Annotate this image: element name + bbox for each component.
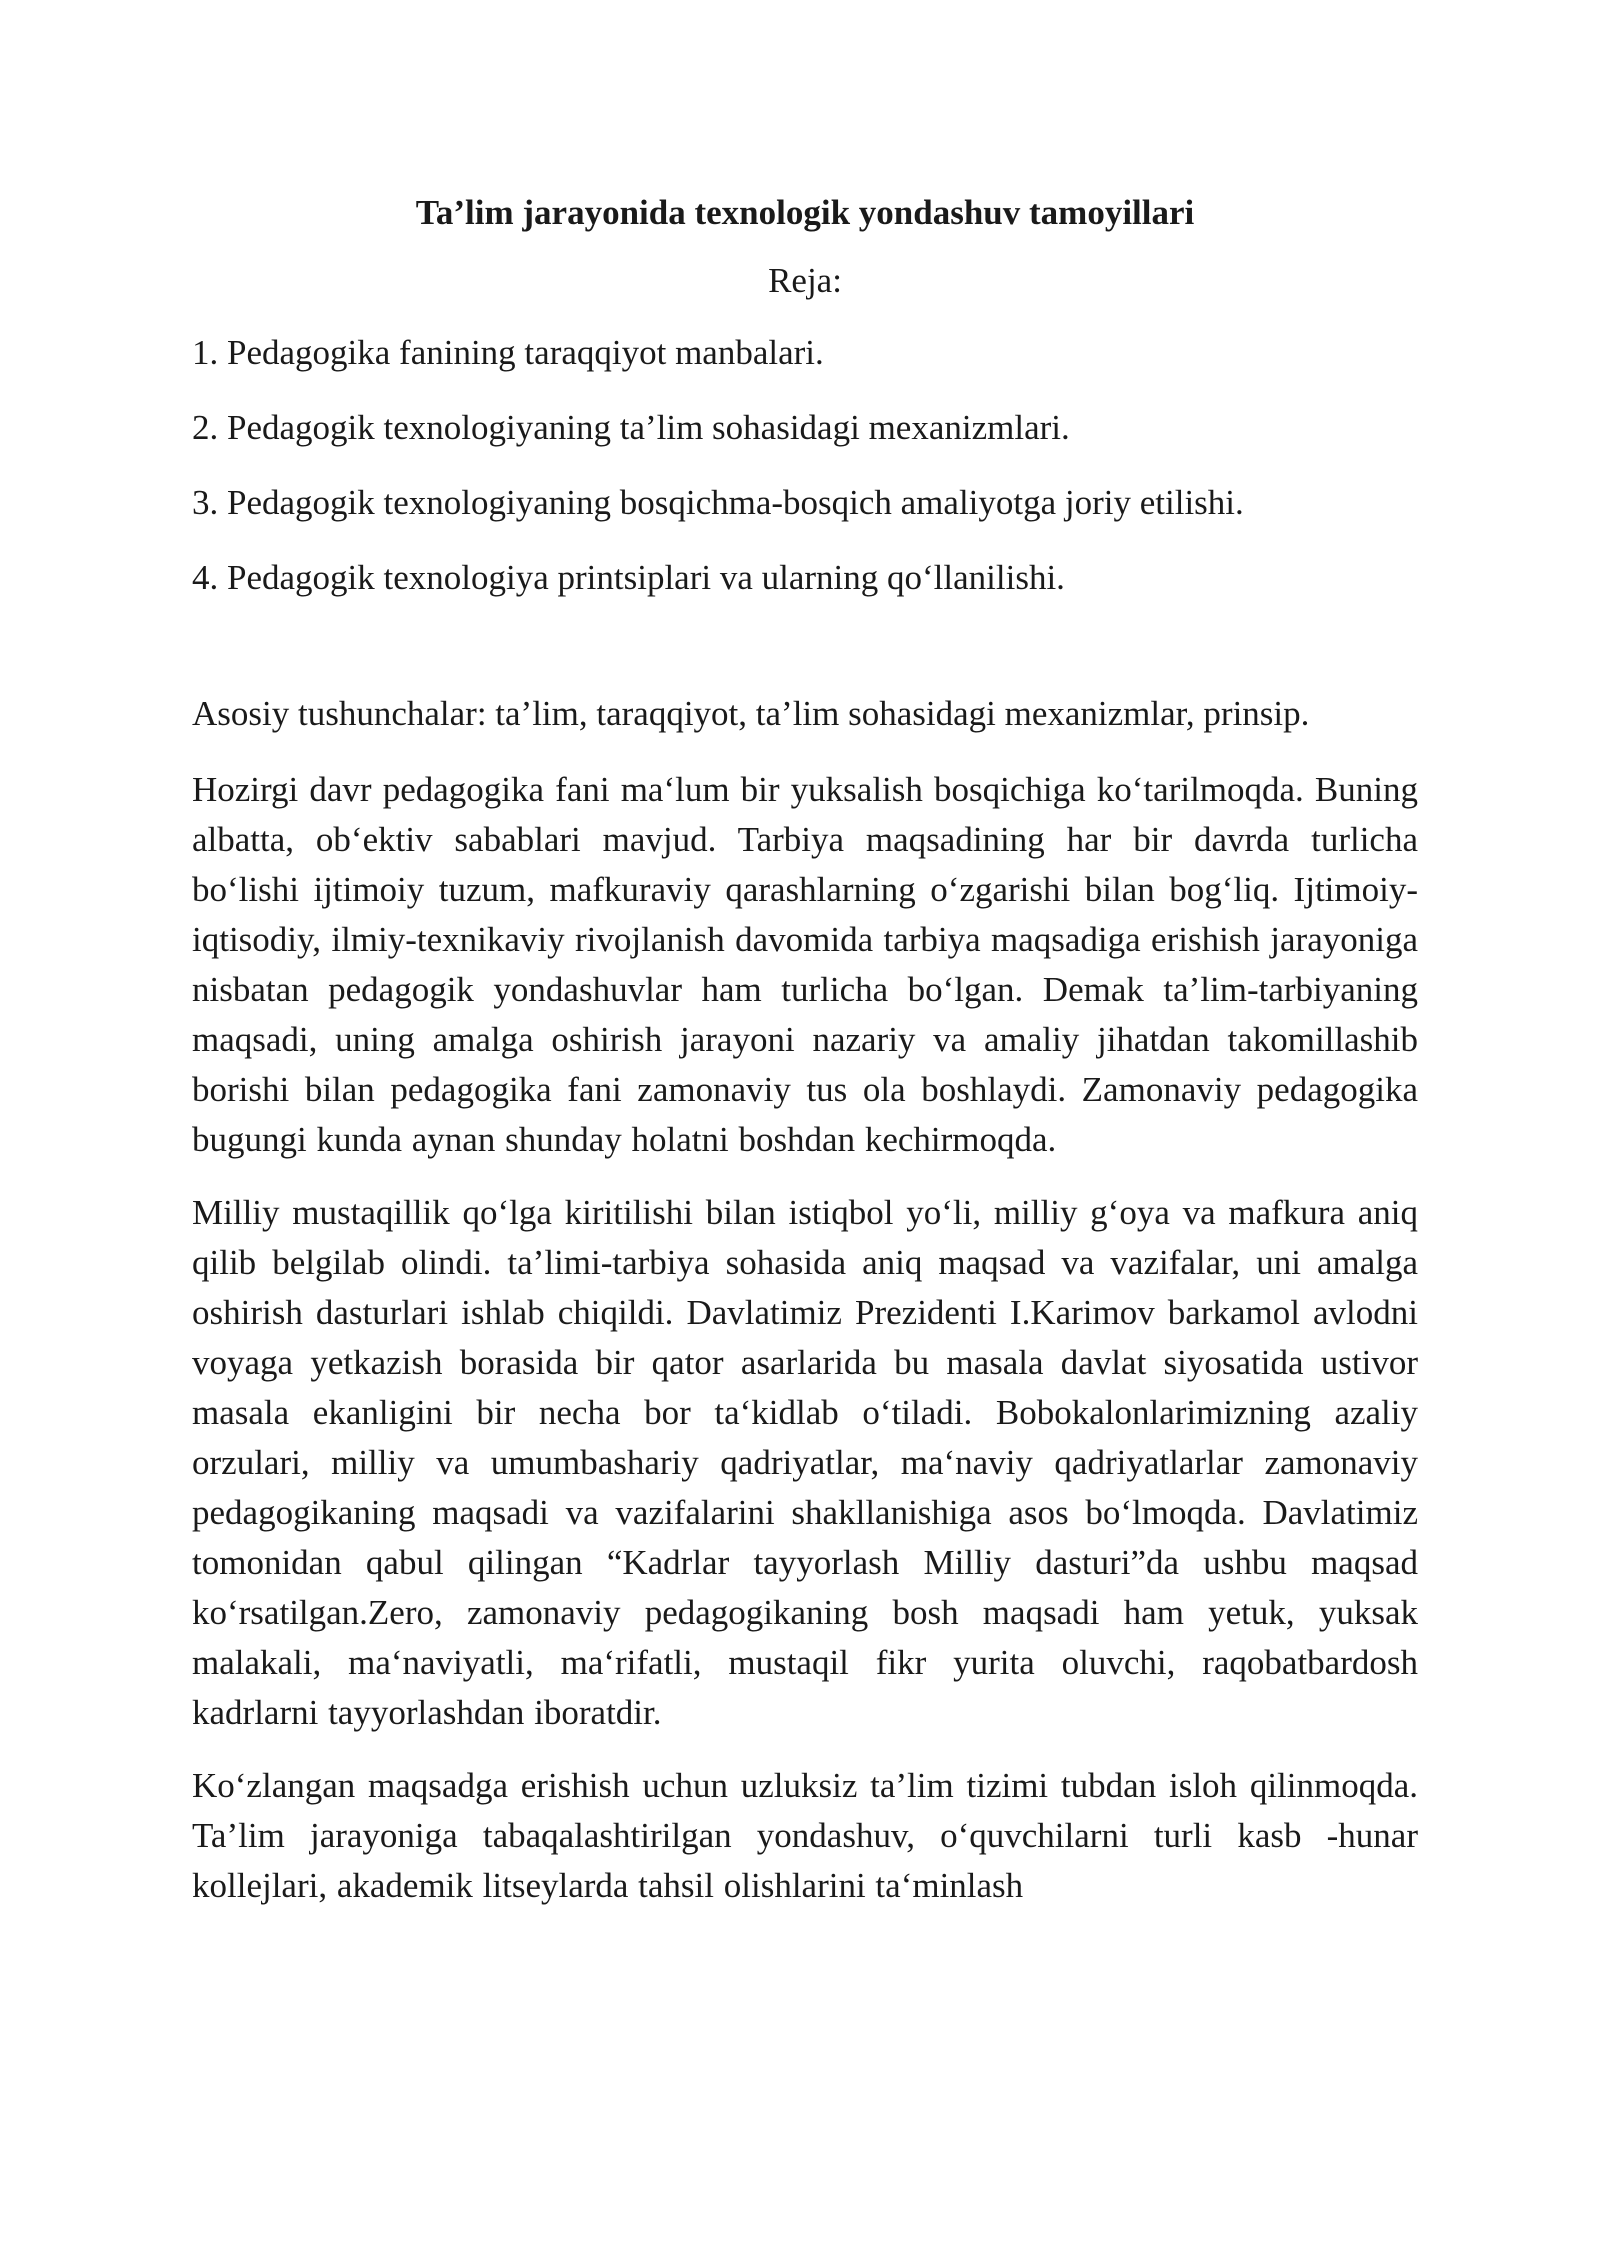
body-paragraph-3: Ko‘zlangan maqsadga erishish uchun uzluksiz ta’lim tizimi tubdan isloh qilinmoqda. Ta’lim jarayoniga tabaqalashtirilgan yondashuv, o‘quvchilarni turli kasb -hunar kollejlari, akademik litseylarda tahsil olishlarini ta‘minlash (192, 1766, 1418, 1905)
plan-item-4: 4. Pedagogik texnologiya printsiplari va ularning qo‘llanilishi. (192, 558, 1065, 597)
plan-item-3: 3. Pedagogik texnologiyaning bosqichma-bosqich amaliyotga joriy etilishi. (192, 483, 1244, 522)
body-paragraph-1: Hozirgi davr pedagogika fani ma‘lum bir yuksalish bosqichiga ko‘tarilmoqda. Buning albatta, ob‘ektiv sabablari mavjud. Tarbiya maqsadining har bir davrda turlicha bo‘lishi ijtimoiy tuzum, mafkuraviy qarashlarning o‘zgarishi bilan bog‘liq. Ijtimoiy-iqtisodiy, ilmiy-texnikaviy rivojlanish davomida tarbiya maqsadiga erishish jarayoniga nisbatan pedagogik yondashuvlar ham turlicha bo‘lgan. Demak ta’lim-tarbiyaning maqsadi, uning amalga oshirish jarayoni nazariy va amaliy jihatdan takomillashib borishi bilan pedagogika fani zamonaviy tus ola boshlaydi. Zamonaviy pedagogika bugungi kunda aynan shunday holatni boshdan kechirmoqda. (192, 770, 1418, 1159)
key-concepts: Asosiy tushunchalar: ta’lim, taraqqiyot, ta’lim sohasidagi mexanizmlar, prinsip. (192, 694, 1310, 733)
plan-item-1: 1. Pedagogika fanining taraqqiyot manbalari. (192, 333, 824, 372)
document-page (192, 180, 1418, 1934)
plan-list (192, 332, 1418, 599)
body-paragraph-2: Milliy mustaqillik qo‘lga kiritilishi bilan istiqbol yo‘li, milliy g‘oya va mafkura aniq qilib belgilab olindi. ta’limi-tarbiya sohasida aniq maqsad va vazifalar, uni amalga oshirish dasturlari ishlab chiqildi. Davlatimiz Prezidenti I.Karimov barkamol avlodni voyaga yetkazish borasida bir qator asarlarida bu masala davlat siyosatida ustivor masala ekanligini bir necha bor ta‘kidlab o‘tiladi. Bobokalonlarimizning azaliy orzulari, milliy va umumbashariy qadriyatlar, ma‘naviy qadriyatlarlar zamonaviy pedagogikaning maqsadi va vazifalarini shakllanishiga asos bo‘lmoqda. Davlatimiz tomonidan qabul qilingan “Kadrlar tayyorlash Milliy dasturi”da ushbu maqsad ko‘rsatilgan.Zero, zamonaviy pedagogikaning bosh maqsadi ham yetuk, yuksak malakali, ma‘naviyatli, ma‘rifatli, mustaqil fikr yurita oluvchi, raqobatbardosh kadrlarni tayyorlashdan iboratdir. (192, 1193, 1418, 1732)
plan-heading: Reja: (768, 261, 842, 300)
plan-item-2: 2. Pedagogik texnologiyaning ta’lim sohasidagi mexanizmlari. (192, 408, 1070, 447)
document-title: Ta’lim jarayonida texnologik yondashuv tamoyillari (415, 193, 1195, 232)
